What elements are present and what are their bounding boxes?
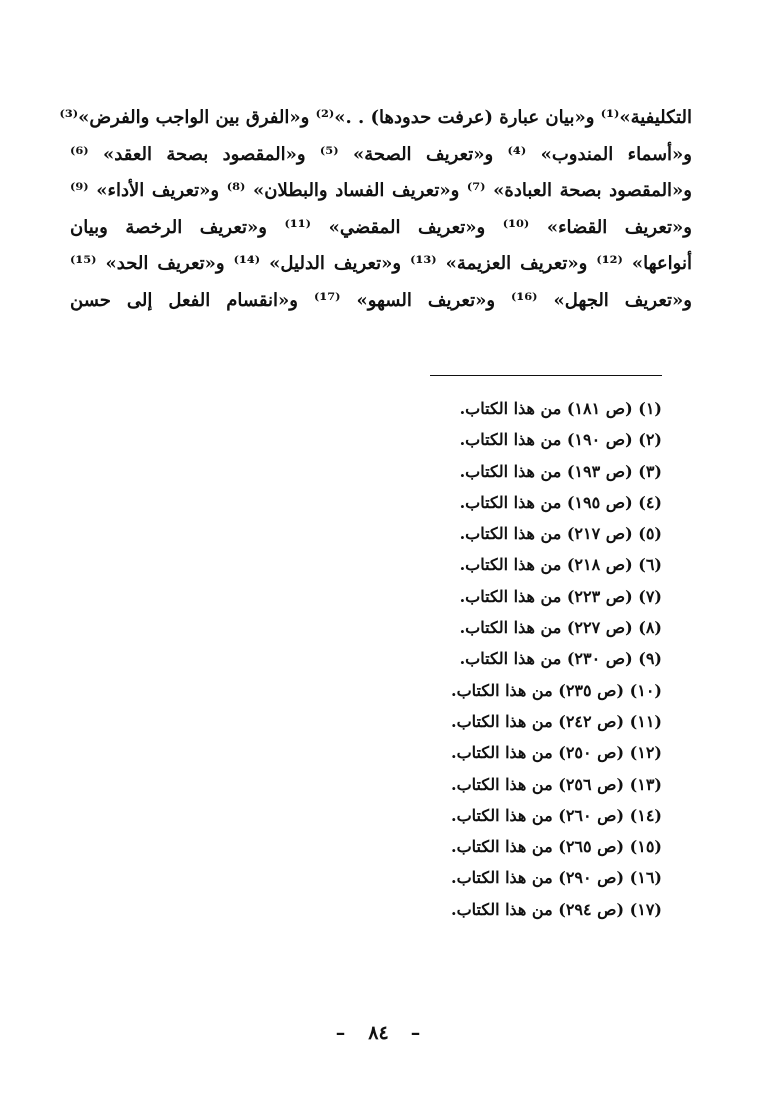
body-line: و«أسماء المندوب» ⁽⁴⁾ و«تعريف الصحة» ⁽⁵⁾ و«المقصود بصحة العقد» ⁽⁶⁾ <box>70 143 692 165</box>
body-line: أنواعها» ⁽¹²⁾ و«تعريف العزيمة» ⁽¹³⁾ و«تعريف الدليل» ⁽¹⁴⁾ و«تعريف الحد» ⁽¹⁵⁾ <box>70 253 692 274</box>
footnote: (١٢) (ص ٢٥٠) من هذا الكتاب. <box>451 743 662 763</box>
footnote: (١٥) (ص ٢٦٥) من هذا الكتاب. <box>451 837 662 857</box>
footnote: (١٠) (ص ٢٣٥) من هذا الكتاب. <box>451 680 662 700</box>
footnote: (٦) (ص ٢١٨) من هذا الكتاب. <box>459 555 662 575</box>
footnote: (١٦) (ص ٢٩٠) من هذا الكتاب. <box>451 868 662 888</box>
footnote: (٥) (ص ٢١٧) من هذا الكتاب. <box>459 524 662 544</box>
footnote: (١١) (ص ٢٤٢) من هذا الكتاب. <box>451 711 662 731</box>
footnote: (٩) (ص ٢٣٠) من هذا الكتاب. <box>459 649 662 669</box>
footnote: (٨) (ص ٢٢٧) من هذا الكتاب. <box>459 618 662 638</box>
footnote-list <box>300 393 662 925</box>
footnote: (٤) (ص ١٩٥) من هذا الكتاب. <box>459 492 662 512</box>
body-line: و«المقصود بصحة العبادة» ⁽⁷⁾ و«تعريف الفساد والبطلان» ⁽⁸⁾ و«تعريف الأداء» ⁽⁹⁾ <box>70 180 693 201</box>
page-number-dash-left: – <box>335 1022 347 1044</box>
body-text <box>59 100 693 319</box>
footnote: (٣) (ص ١٩٣) من هذا الكتاب. <box>459 461 662 481</box>
body-line: التكليفية»⁽¹⁾ و«بيان عبارة (عرفت حدودها) . .»⁽²⁾ و«الفرق بين الواجب والفرض»⁽³⁾ <box>59 107 692 128</box>
footnote: (١٧) (ص ٢٩٤) من هذا الكتاب. <box>451 899 662 919</box>
page-number-footer <box>0 1022 757 1044</box>
body-line: و«تعريف الجهل» ⁽¹⁶⁾ و«تعريف السهو» ⁽¹⁷⁾ و«انقسام الفعل إلى حسن <box>70 289 692 311</box>
body-line: و«تعريف القضاء» ⁽¹⁰⁾ و«تعريف المقضي» ⁽¹¹⁾ و«تعريف الرخصة وبيان <box>70 216 693 238</box>
footnote-separator <box>430 375 662 376</box>
footnote: (١٣) (ص ٢٥٦) من هذا الكتاب. <box>451 774 662 794</box>
footnote: (١) (ص ١٨١) من هذا الكتاب. <box>459 399 662 418</box>
footnote: (١٤) (ص ٢٦٠) من هذا الكتاب. <box>451 805 662 825</box>
page-number: ٨٤ <box>368 1022 389 1044</box>
footnote: (٢) (ص ١٩٠) من هذا الكتاب. <box>459 430 662 450</box>
page-number-dash-right: – <box>410 1022 422 1044</box>
footnote: (٧) (ص ٢٢٣) من هذا الكتاب. <box>459 586 662 606</box>
